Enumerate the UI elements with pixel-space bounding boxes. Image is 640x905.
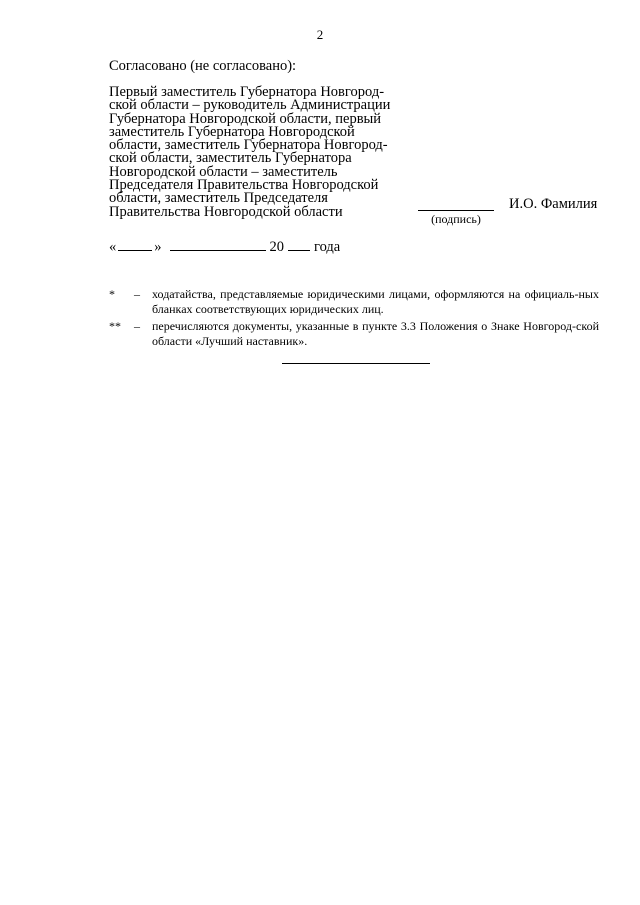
signer-name: И.О. Фамилия: [509, 196, 598, 212]
signature-block: [418, 196, 494, 227]
year-blank: [288, 238, 310, 251]
official-title-line: Губернатора Новгородской области, первый: [109, 110, 382, 127]
date-close-quote: »: [154, 239, 162, 255]
footnote: [109, 319, 599, 348]
month-blank: [170, 238, 266, 251]
official-title-line: Председателя Правительства Новгородской: [109, 177, 379, 194]
approval-heading: Согласовано (не согласовано):: [109, 58, 297, 74]
signature-line: [418, 196, 494, 211]
official-title-line: ской области – руководитель Администрации: [109, 97, 391, 114]
footnote-mark: *: [109, 287, 115, 301]
date-line: [109, 238, 340, 256]
footnote-mark: **: [109, 319, 121, 333]
date-open-quote: «: [109, 239, 117, 255]
footnote: [109, 287, 599, 316]
day-blank: [118, 238, 152, 251]
footnote-text: перечисляются документы, указанные в пункте 3.3 Положения о Знаке Новгород-ской области «Лучший наставник».: [152, 319, 599, 348]
footnote-dash: –: [134, 319, 140, 333]
official-title-line: области, заместитель Председателя: [109, 190, 328, 207]
page-number: 2: [316, 27, 324, 42]
footnote-text: ходатайства, представляемые юридическими лицами, оформляются на официаль-ных бланках соответствующих юридических лиц.: [152, 287, 599, 316]
signature-caption: (подпись): [431, 212, 481, 226]
date-century: 20: [269, 239, 284, 255]
end-of-document-rule: [282, 363, 430, 364]
official-title-line: заместитель Губернатора Новгородской: [109, 123, 355, 140]
official-title-line: Новгородской области – заместитель: [109, 163, 338, 180]
official-title-line: области, заместитель Губернатора Новгород-: [109, 137, 388, 154]
footnote-dash: –: [134, 287, 140, 301]
official-title: [109, 86, 404, 219]
official-title-line: Первый заместитель Губернатора Новгород-: [109, 84, 385, 100]
official-title-line: Правительства Новгородской области: [109, 203, 343, 220]
official-title-line: ской области, заместитель Губернатора: [109, 150, 352, 167]
date-year-word: года: [314, 239, 341, 255]
